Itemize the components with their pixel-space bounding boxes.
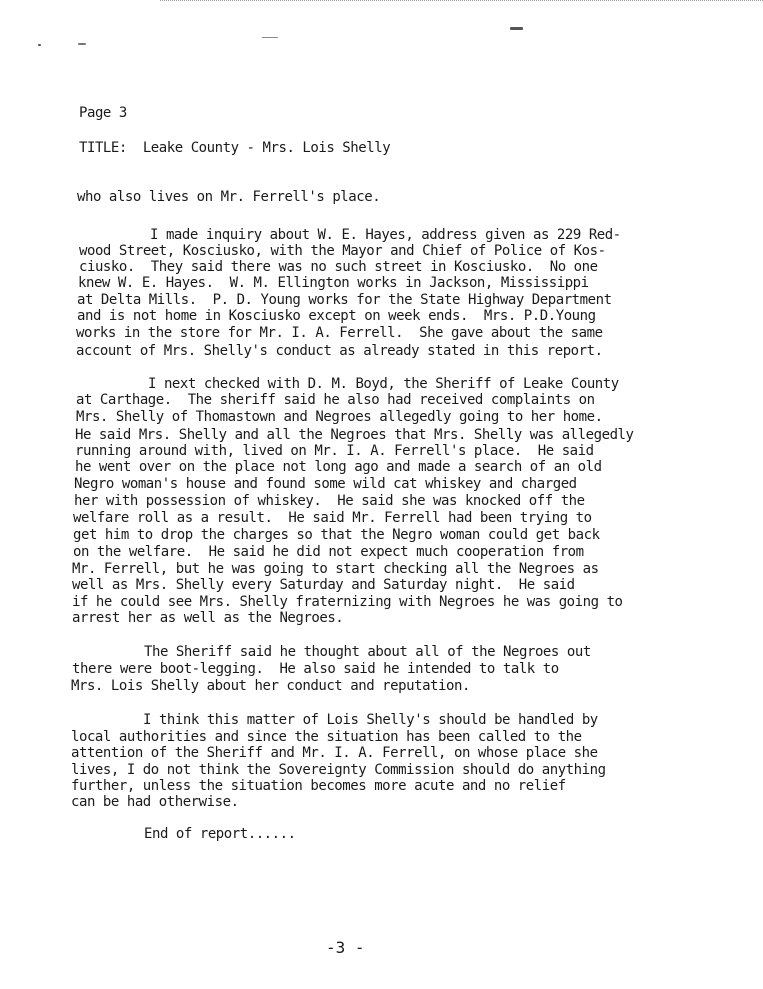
body-line: well as Mrs. Shelly every Saturday and Saturday night. He said [72, 577, 575, 593]
body-line: get him to drop the charges so that the Negro woman could get back [73, 527, 600, 543]
body-line: her with possession of whiskey. He said she was knocked off the [74, 493, 585, 509]
body-line: who also lives on Mr. Ferrell's place. [77, 189, 381, 205]
body-line: arrest her as well as the Negroes. [72, 610, 344, 626]
scan-mark [78, 43, 86, 45]
page-label: Page 3 [79, 105, 127, 121]
body-line: I made inquiry about W. E. Hayes, address given as 229 Red- [150, 227, 621, 243]
body-line: Mrs. Shelly of Thomastown and Negroes allegedly going to her home. [76, 409, 603, 425]
body-line: I next checked with D. M. Boyd, the Sheriff of Leake County [148, 376, 619, 392]
body-line: at Carthage. The sheriff said he also had received complaints on [76, 392, 595, 408]
body-line: and is not home in Kosciusko except on week ends. Mrs. P.D.Young [77, 308, 596, 324]
body-line: Mrs. Lois Shelly about her conduct and reputation. [71, 678, 470, 694]
body-line: knew W. E. Hayes. W. M. Ellington works in Jackson, Mississippi [78, 275, 589, 291]
end-of-report-line: End of report...... [144, 826, 296, 842]
top-dotted-rule [160, 0, 763, 1]
body-line: wood Street, Kosciusko, with the Mayor and Chief of Police of Kos- [79, 243, 606, 259]
body-line: on the welfare. He said he did not expect much cooperation from [73, 544, 584, 560]
body-line: local authorities and since the situation has been called to the [71, 729, 582, 745]
footer-page-number: -3 - [326, 938, 365, 957]
scan-mark [38, 44, 41, 46]
body-line: further, unless the situation becomes more acute and no relief [71, 778, 566, 794]
body-line: I think this matter of Lois Shelly's should be handled by [143, 712, 598, 728]
body-line: account of Mrs. Shelly's conduct as already stated in this report. [76, 343, 603, 359]
body-line: welfare roll as a result. He said Mr. Ferrell had been trying to [73, 510, 592, 526]
body-line: he went over on the place not long ago and made a search of an old [75, 459, 602, 475]
body-line: Mr. Ferrell, but he was going to start checking all the Negroes as [72, 561, 599, 577]
body-line: if he could see Mrs. Shelly fraternizing with Negroes he was going to [72, 594, 623, 610]
scan-mark [510, 27, 523, 30]
body-line: He said Mrs. Shelly and all the Negroes that Mrs. Shelly was allegedly [75, 427, 634, 443]
body-line: The Sheriff said he thought about all of the Negroes out [144, 644, 591, 660]
body-line: Negro woman's house and found some wild cat whiskey and charged [74, 476, 577, 492]
report-title: TITLE: Leake County - Mrs. Lois Shelly [79, 140, 391, 156]
body-line: works in the store for Mr. I. A. Ferrell. She gave about the same [76, 325, 603, 341]
scan-mark [262, 37, 278, 38]
body-line: attention of the Sheriff and Mr. I. A. Ferrell, on whose place she [71, 745, 598, 761]
body-line: at Delta Mills. P. D. Young works for the State Highway Department [77, 292, 612, 308]
body-line: lives, I do not think the Sovereignty Commission should do anything [71, 762, 606, 778]
body-line: can be had otherwise. [71, 794, 239, 810]
body-line: ciusko. They said there was no such street in Kosciusko. No one [79, 259, 598, 275]
body-line: there were boot-legging. He also said he intended to talk to [72, 661, 559, 677]
body-line: running around with, lived on Mr. I. A. Ferrell's place. He said [75, 443, 594, 459]
